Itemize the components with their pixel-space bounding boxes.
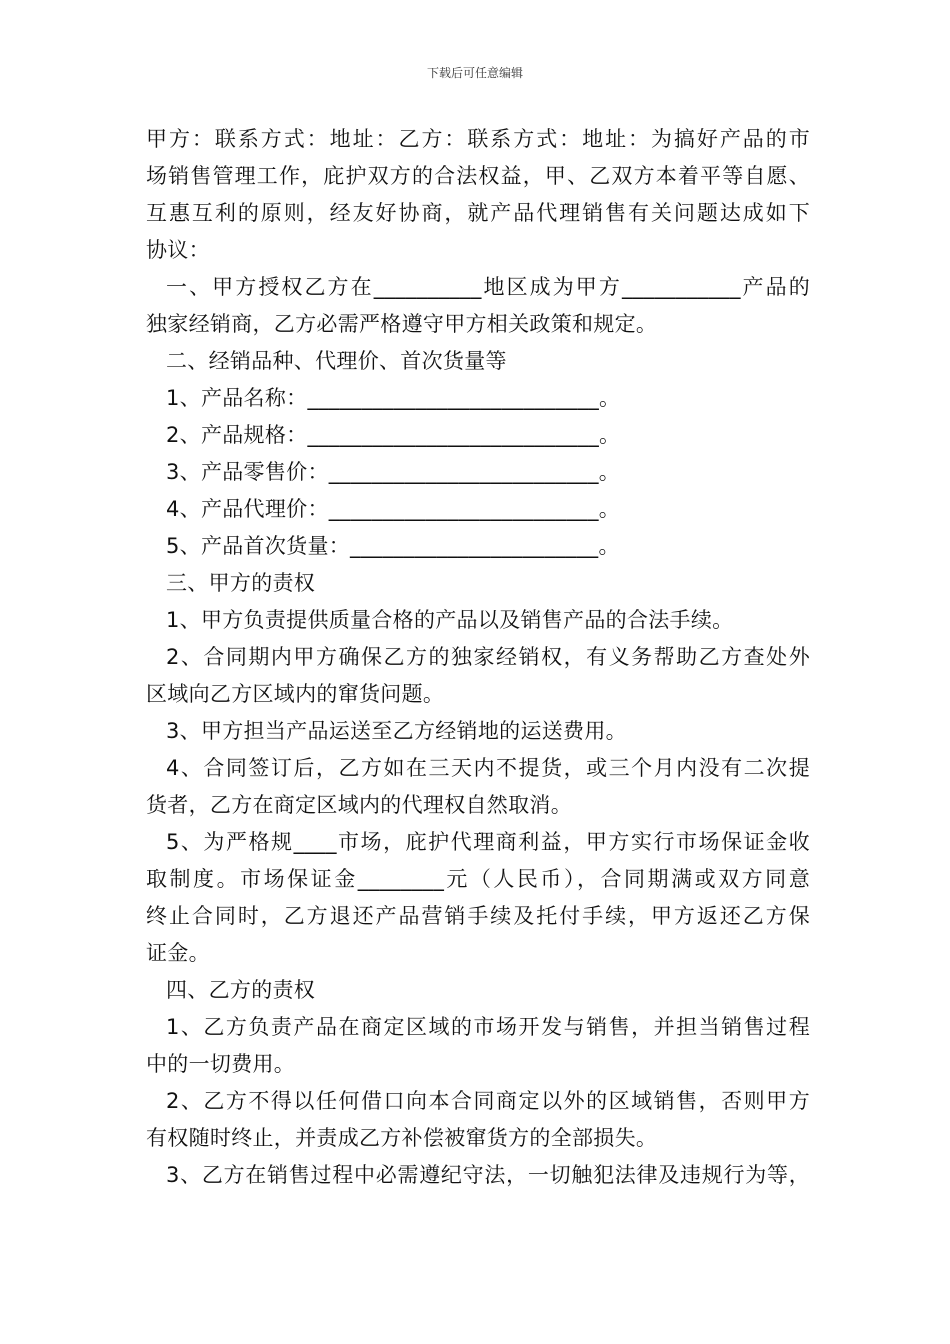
paragraph-line: 场销售管理工作，庇护双方的合法权益，甲、乙双方本着平等自愿、 bbox=[146, 164, 810, 188]
list-item-continuation: 证金。 bbox=[146, 941, 210, 965]
list-item: 4、产品代理价：_________________________。 bbox=[166, 497, 621, 521]
list-item-continuation: 中的一切费用。 bbox=[146, 1052, 296, 1076]
paragraph-line: 甲方：联系方式：地址：乙方：联系方式：地址：为搞好产品的市 bbox=[146, 127, 810, 151]
list-item: 4、合同签订后，乙方如在三天内不提货，或三个月内没有二次提 bbox=[166, 756, 810, 780]
list-item: 2、合同期内甲方确保乙方的独家经销权，有义务帮助乙方查处外 bbox=[166, 645, 810, 669]
list-item-continuation: 区域向乙方区域内的窜货问题。 bbox=[146, 682, 445, 706]
page-header-note: 下载后可任意编辑 bbox=[426, 66, 523, 80]
list-item-continuation: 有权随时终止，并责成乙方补偿被窜货方的全部损失。 bbox=[146, 1126, 658, 1150]
list-item: 1、乙方负责产品在商定区域的市场开发与销售，并担当销售过程 bbox=[166, 1015, 810, 1039]
section-heading: 四、乙方的责权 bbox=[166, 978, 316, 1002]
section-heading: 三、甲方的责权 bbox=[166, 571, 316, 595]
paragraph-line: 一、甲方授权乙方在__________地区成为甲方___________产品的 bbox=[166, 275, 810, 299]
list-item: 2、乙方不得以任何借口向本合同商定以外的区域销售，否则甲方 bbox=[166, 1089, 810, 1113]
list-item: 3、甲方担当产品运送至乙方经销地的运送费用。 bbox=[166, 719, 627, 743]
list-item-continuation: 终止合同时，乙方退还产品营销手续及托付手续，甲方返还乙方保 bbox=[146, 904, 810, 928]
list-item-continuation: 货者，乙方在商定区域内的代理权自然取消。 bbox=[146, 793, 572, 817]
list-item-continuation: 取制度。市场保证金________元（人民币），合同期满或双方同意 bbox=[146, 867, 810, 891]
paragraph-line: 协议： bbox=[146, 238, 210, 262]
list-item: 2、产品规格：___________________________。 bbox=[166, 423, 621, 447]
list-item: 3、乙方在销售过程中必需遵纪守法，一切触犯法律及违规行为等， bbox=[166, 1163, 810, 1187]
paragraph-line: 互惠互利的原则，经友好协商，就产品代理销售有关问题达成如下 bbox=[146, 201, 810, 225]
list-item: 3、产品零售价：_________________________。 bbox=[166, 460, 621, 484]
paragraph-line: 独家经销商，乙方必需严格遵守甲方相关政策和规定。 bbox=[146, 312, 658, 336]
list-item: 1、产品名称：___________________________。 bbox=[166, 386, 621, 410]
list-item: 5、为严格规____市场，庇护代理商利益，甲方实行市场保证金收 bbox=[166, 830, 810, 854]
contract-body bbox=[146, 121, 810, 1194]
list-item: 5、产品首次货量：_______________________。 bbox=[166, 534, 620, 558]
section-heading: 二、经销品种、代理价、首次货量等 bbox=[166, 349, 507, 373]
list-item: 1、甲方负责提供质量合格的产品以及销售产品的合法手续。 bbox=[166, 608, 734, 632]
